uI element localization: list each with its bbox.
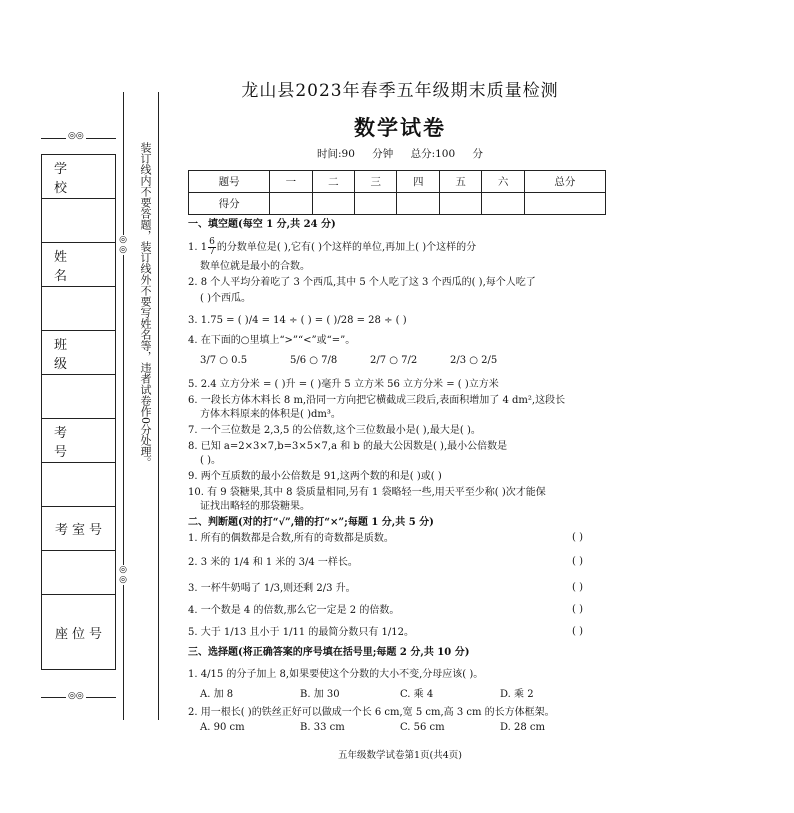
s2-item: 2. 3 米的 1/4 和 1 米的 3/4 一样长。 [188,557,358,568]
page-footer: 五年级数学试卷第1页(共4页) [337,750,462,761]
s3-q1: 1. 4/15 的分子加上 8,如果要使这个分数的大小不变,分母应该( )。 [188,669,484,680]
score-cell[interactable] [524,193,605,215]
s1-q8-line2: ( )。 [200,455,221,466]
score-header-cell: 二 [312,171,354,193]
score-cell[interactable] [312,193,354,215]
s1-q3: 3. 1.75 = ( )/4 = 14 ÷ ( ) = ( )/28 = 28 ÷ ( ) [188,315,407,326]
s3-q2: 2. 用一根长( )的铁丝正好可以做成一个长 6 cm,宽 5 cm,高 3 cm 的长方体框架。 [188,707,555,718]
score-header-cell: 四 [397,171,439,193]
s2-item: 4. 一个数是 4 的倍数,那么它一定是 2 的倍数。 [188,605,400,616]
exam-subtitle: 数学试卷 [354,115,446,140]
s2-answer-paren[interactable]: ( ) [572,582,583,593]
fraction-denominator: 7 [209,247,215,257]
s2-answer-paren[interactable]: ( ) [572,604,583,615]
s1-q4-item: 2/3 ○ 2/5 [450,355,498,366]
binding-line-outer [123,92,124,720]
s1-q6-line1: 6. 一段长方体木料长 8 m,沿同一方向把它横截成三段后,表面积增加了 4 dm²,这段长 [188,395,566,406]
score-header-cell: 题号 [189,171,270,193]
seat-number-label: 座位号 [54,626,106,642]
s1-q4: 4. 在下面的○里填上“>”“<”或“=”。 [188,335,356,346]
s1-q2-line1: 2. 8 个人平均分着吃了 3 个西瓜,其中 5 个人吃了这 3 个西瓜的( ),每个人吃了 [188,277,536,288]
binding-warning-note: 装订线内不要答题，装订线外不要写姓名等，违者试卷作0分处理。 [139,142,152,468]
s1-q8-line1: 8. 已知 a=2×3×7,b=3×5×7,a 和 b 的最大公因数是( ),最小公倍数是 [188,441,508,452]
s2-answer-paren[interactable]: ( ) [572,532,583,543]
s3-q1-option: A. 加 8 [200,689,234,700]
score-cell[interactable] [355,193,397,215]
s1-q1-line1 [188,238,476,257]
section3-heading: 三、选择题(将正确答案的序号填在括号里;每题 2 分,共 10 分) [188,647,470,658]
score-header-cell: 一 [270,171,312,193]
s3-q2-option: C. 56 cm [400,722,445,733]
binding-line-inner [158,92,159,720]
s3-q1-option: D. 乘 2 [500,689,534,700]
s1-q10-line1: 10. 有 9 袋糖果,其中 8 袋质量相同,另有 1 袋略轻一些,用天平至少称( )次才能保 [188,487,546,498]
s3-q2-option: B. 33 cm [300,722,345,733]
score-table [188,170,606,215]
score-cell[interactable] [482,193,524,215]
class-field[interactable] [42,375,115,419]
s1-q1-prefix: 1. 1 [188,242,208,253]
s3-q2-option: D. 28 cm [500,722,546,733]
s2-answer-paren[interactable]: ( ) [572,626,583,637]
binding-ornament-1: ◎◎ [118,235,128,255]
time-score-info: 时间:90 分钟 总分:100 分 [317,148,483,160]
score-header-cell: 六 [482,171,524,193]
s2-item: 5. 大于 1/13 且小于 1/11 的最简分数只有 1/12。 [188,627,414,638]
class-label: 班 级 [42,331,115,375]
student-info-box [41,154,116,670]
s3-q2-option: A. 90 cm [200,722,245,733]
s1-q6-line2: 方体木料原来的体积是( )dm³。 [200,409,341,420]
s1-q1-text: 的分数单位是( ),它有( )个这样的单位,再加上( )个这样的分 [216,242,477,253]
exam-room-label: 考室号 [42,507,115,551]
s3-q1-option: B. 加 30 [300,689,340,700]
name-field[interactable] [42,287,115,331]
s1-q4-item: 3/7 ○ 0.5 [200,355,248,366]
school-label: 学 校 [42,155,115,199]
fraction-numerator: 6 [209,237,215,247]
binding-ornament-2: ◎◎ [118,565,128,585]
score-table-header-row [189,171,606,193]
s1-q5: 5. 2.4 立方分米 = ( )升 = ( )毫升 5 立方米 56 立方分米 = ( )立方米 [188,379,499,390]
exam-number-label: 考 号 [42,419,115,463]
name-label: 姓 名 [42,243,115,287]
school-field[interactable] [42,199,115,243]
score-header-cell: 五 [439,171,481,193]
score-cell[interactable] [397,193,439,215]
score-table-score-row [189,193,606,215]
s1-q1-line2: 数单位就是最小的合数。 [200,261,310,272]
s1-q9: 9. 两个互质数的最小公倍数是 91,这两个数的和是( )或( ) [188,471,442,482]
s2-answer-paren[interactable]: ( ) [572,556,583,567]
score-cell[interactable] [270,193,312,215]
score-row-label: 得分 [189,193,270,215]
s1-q2-line2: ( )个西瓜。 [200,293,251,304]
ornament-top: ◎◎ [68,131,84,141]
s1-q4-item: 5/6 ○ 7/8 [290,355,338,366]
exam-number-field[interactable] [42,463,115,507]
s1-q1-fraction [208,238,216,257]
s1-q7: 7. 一个三位数是 2,3,5 的公倍数,这个三位数最小是( ),最大是( )。 [188,425,481,436]
s2-item: 1. 所有的偶数都是合数,所有的奇数都是质数。 [188,533,394,544]
score-header-cell: 三 [355,171,397,193]
ornament-bottom: ◎◎ [68,691,84,701]
exam-room-field[interactable] [42,551,115,595]
s2-item: 3. 一杯牛奶喝了 1/3,则还剩 2/3 升。 [188,583,356,594]
s1-q10-line2: 证找出略轻的那袋糖果。 [200,501,310,512]
s3-q1-option: C. 乘 4 [400,689,434,700]
section2-heading: 二、判断题(对的打“√”,错的打“×”;每题 1 分,共 5 分) [188,517,434,528]
score-cell[interactable] [439,193,481,215]
section1-heading: 一、填空题(每空 1 分,共 24 分) [188,219,336,230]
s1-q4-item: 2/7 ○ 7/2 [370,355,418,366]
score-header-cell: 总分 [524,171,605,193]
exam-title: 龙山县2023年春季五年级期末质量检测 [241,81,559,101]
